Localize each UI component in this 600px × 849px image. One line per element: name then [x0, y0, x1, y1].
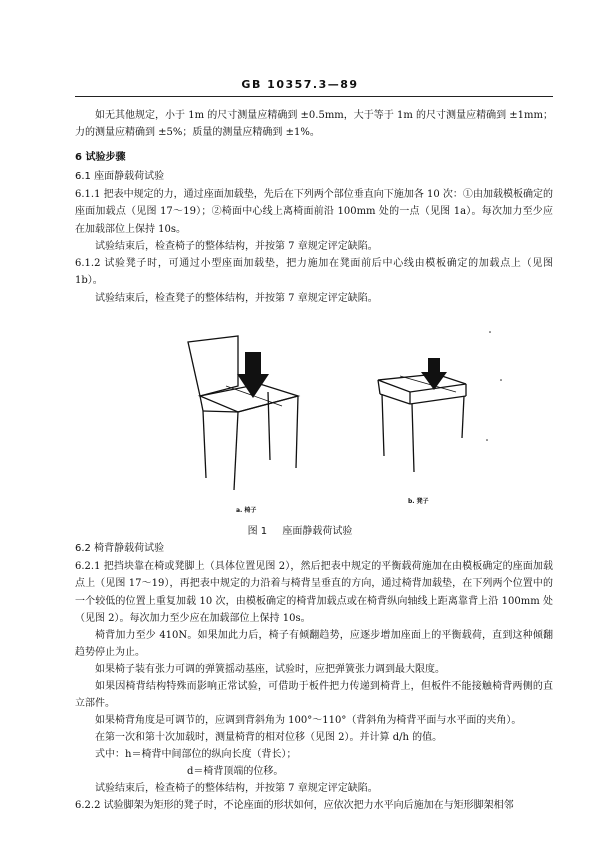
clause-6-1-1: 6.1.1 把表中规定的力，通过座面加载垫，先后在下列两个部位垂直向下施加各 10 次：①由加载模板确定的座面加载点（见图 17～19）；②椅面中心线上离椅面前沿 100mm 处的一点（见图 1a）。每次加力至少应在加载部位上保持 10s。 [75, 189, 553, 235]
clause-6-1-2-after: 试验结束后，检查凳子的整体结构，并按第 7 章规定评定缺陷。 [95, 293, 378, 304]
stool-illustration [378, 374, 466, 472]
figure-1-caption [0, 522, 600, 537]
scan-marks [486, 331, 502, 441]
section-6-1-heading: 6.1 座面静载荷试验 [75, 171, 165, 182]
clause-6-2-2: 6.2.2 试验脚架为矩形的凳子时，不论座面的形状如何，应依次把力水平向后施加在与矩形脚架相邻 [75, 800, 514, 811]
chair-illustration [188, 336, 298, 490]
chair-load-arrow [237, 352, 269, 398]
figure-title: 座面静载荷试验 [282, 526, 353, 537]
measurement-precision-paragraph: 如无其他规定，小于 1m 的尺寸测量应精确到 ±0.5mm，大于等于 1m 的尺寸测量应精确到 ±1mm；力的测量应精确到 ±5%；质量的测量应精确到 ±1%。 [75, 110, 553, 139]
clause-6-2-1-spring: 如果椅子装有张力可调的弹簧摇动基座，试验时，应把弹簧张力调到最大限度。 [95, 664, 445, 675]
figure-1-drawing [0, 320, 600, 520]
clause-6-2-1-adjustable: 如果椅背角度是可调节的，应调到背斜角为 100°～110°（背斜角为椅背平面与水平面的夹角）。 [95, 715, 522, 726]
clause-6-2-1-special-back: 如果因椅背结构特殊而影响正常试验，可借助于板件把力传递到椅背上，但板件不能接触椅背两侧的直立部件。 [75, 681, 553, 710]
standard-number-header: GB 10357.3—89 [241, 78, 359, 91]
clause-6-2-1-load: 椅背加力至少 410N。如果加此力后，椅子有倾翻趋势，应逐步增加座面上的平衡载荷，直到这种倾翻趋势停止为止。 [75, 630, 553, 659]
formula-d-definition: d＝椅背顶端的位移。 [187, 766, 284, 777]
clause-6-1-2: 6.1.2 试验凳子时，可通过小型座面加载垫，把力施加在凳面前后中心线由模板确定的加载点上（见图 1b）。 [75, 258, 553, 287]
clause-6-2-1-after: 试验结束后，检查椅子的整体结构，并按第 7 章规定评定缺陷。 [95, 783, 378, 794]
figure-1b-label: b. 凳子 [408, 498, 429, 505]
section-6-heading: 6 试验步骤 [75, 152, 126, 163]
figure-number: 图 1 [247, 526, 268, 537]
stool-load-arrow [421, 358, 447, 390]
formula-h-definition: 式中：h＝椅背中间部位的纵向长度（背长）； [95, 749, 297, 760]
figure-1a-label: a. 椅子 [236, 507, 257, 514]
clause-6-2-1: 6.2.1 把挡块靠在椅或凳脚上（具体位置见图 2），然后把表中规定的平衡载荷施加在由模板确定的座面加载点上（见图 17～19），再把表中规定的力沿着与椅背呈垂直的方向，通过椅背加载垫，在下列两个位置中的一个较低的位置上重复加载 10 次，由模板确定的椅背加载点或在椅背纵向轴线上距离靠背上沿 100mm 处（见图 2）。每次加力至少应在加载部位上保持 10s。 [75, 561, 553, 624]
header-rule [75, 96, 553, 97]
section-6-2-heading: 6.2 椅背静载荷试验 [75, 543, 165, 554]
clause-6-1-1-after: 试验结束后，检查椅子的整体结构，并按第 7 章规定评定缺陷。 [95, 241, 378, 252]
figure-1 [0, 320, 600, 520]
clause-6-2-1-measure: 在第一次和第十次加载时，测量椅背的相对位移（见图 2）。并计算 d/h 的值。 [95, 732, 443, 743]
